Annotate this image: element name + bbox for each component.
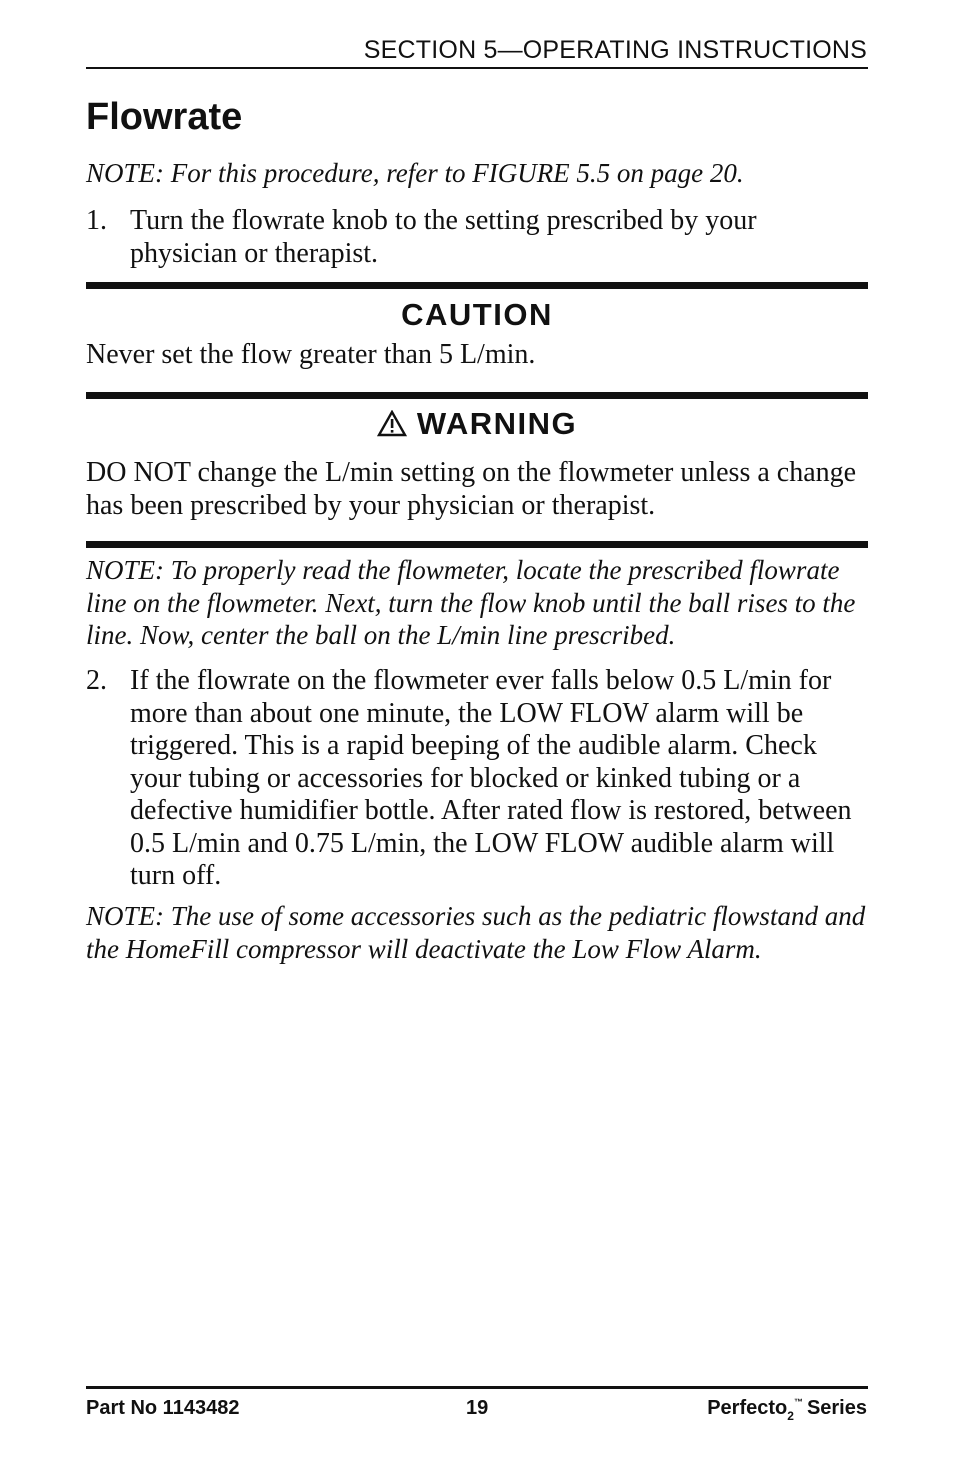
caution-text: Never set the flow greater than 5 L/min. [86, 339, 536, 370]
warning-bottom-rule [86, 541, 868, 548]
warning-title: WARNING [416, 406, 578, 441]
note-accessories: NOTE: The use of some accessories such as the pediatric flowstand and the HomeFill compressor will deactivate the Low Flow Alarm. [86, 901, 866, 964]
caution-title: CAUTION [401, 297, 553, 332]
footer-page-number: 19 [466, 1397, 489, 1419]
step-2 [86, 665, 868, 893]
warning-text: DO NOT change the L/min setting on the flowmeter unless a change has been prescribed by your physician or therapist. [86, 457, 857, 521]
product-name: Perfecto [707, 1397, 788, 1419]
step-1 [86, 205, 868, 270]
warning-rule [86, 392, 868, 399]
caution-rule [86, 282, 868, 289]
product-suffix: Series [806, 1397, 867, 1419]
section-header: SECTION 5—OPERATING INSTRUCTIONS [363, 36, 867, 64]
footer-rule [86, 1386, 868, 1389]
step-2-text: If the flowrate on the flowmeter ever falls below 0.5 L/min for more than about one minute, the LOW FLOW alarm will be triggered. This is a rapid beeping of the audible alarm. Check your tubing or accessories for blocked or kinked tubing or a defective humidifier bottle. After rated flow is restored, between 0.5 L/min and 0.75 L/min, the LOW FLOW audible alarm will turn off. [130, 665, 852, 891]
warning-triangle-icon [377, 409, 407, 445]
step-2-number: 2. [86, 665, 107, 696]
note-reading-flowmeter: NOTE: To properly read the flowmeter, locate the prescribed flowrate line on the flowmeter. Next, turn the flow knob until the ball rises to the line. Now, center the ball on the L/min line prescribed. [86, 555, 856, 650]
note-figure-reference: NOTE: For this procedure, refer to FIGURE 5.5 on page 20. [86, 158, 744, 188]
step-1-number: 1. [86, 205, 107, 236]
product-subscript: 2 [787, 1409, 794, 1423]
footer-part-number: Part No 1143482 [86, 1397, 240, 1419]
warning-heading [86, 406, 868, 445]
trademark-symbol: ™ [793, 1397, 803, 1407]
header-rule [86, 67, 868, 69]
footer-product-name [707, 1397, 867, 1423]
page-title: Flowrate [86, 96, 243, 138]
step-1-text: Turn the flowrate knob to the setting prescribed by your physician or therapist. [130, 205, 757, 269]
